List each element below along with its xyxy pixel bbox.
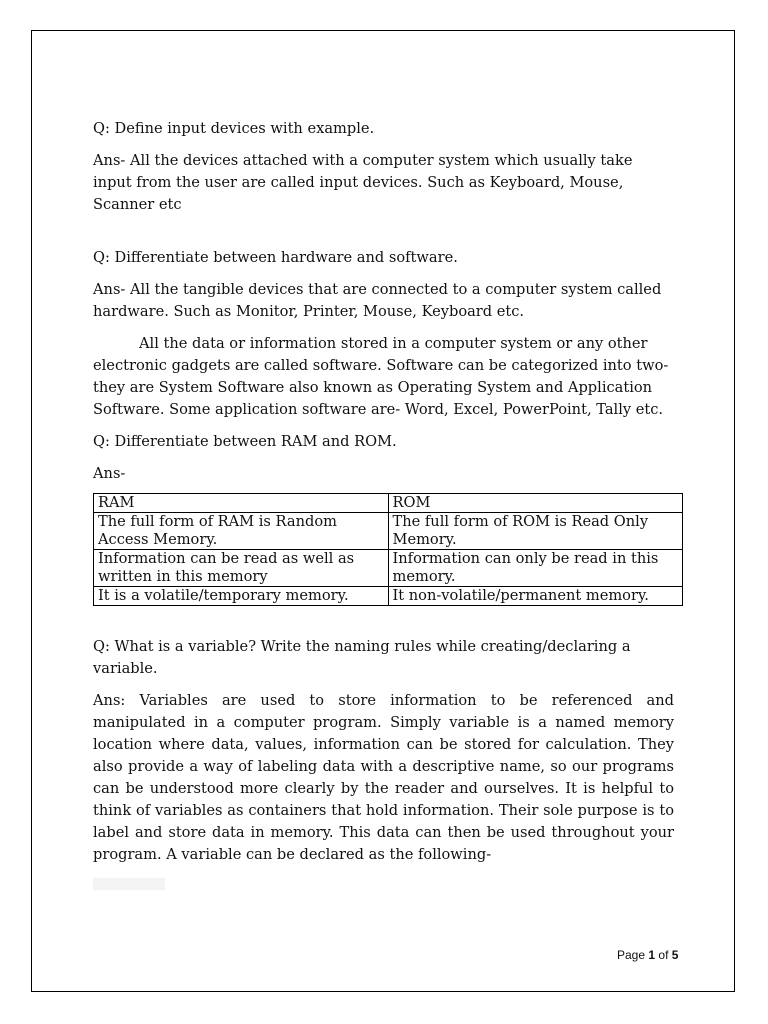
table-row <box>94 587 683 606</box>
answer-hardware: Ans- All the tangible devices that are connected to a computer system called hardware. Such as Monitor, Printer, Mouse, Keyboard etc. <box>93 281 662 320</box>
table-header-row <box>94 494 683 513</box>
question-ram-rom: Q: Differentiate between RAM and ROM. <box>93 433 397 450</box>
footer-total-pages: 5 <box>671 948 679 962</box>
question-input-devices: Q: Define input devices with example. <box>93 120 375 137</box>
page-footer <box>617 948 678 962</box>
blank-placeholder <box>93 878 165 890</box>
document-body <box>93 118 674 890</box>
ram-rom-table <box>93 493 683 606</box>
table-row <box>94 550 683 587</box>
table-cell: The full form of RAM is Random Access Memory. <box>94 513 389 550</box>
footer-of-word: of <box>658 948 669 962</box>
table-cell: Information can be read as well as written in this memory <box>94 550 389 587</box>
table-row <box>94 513 683 550</box>
footer-current-page: 1 <box>648 948 656 962</box>
table-cell: Information can only be read in this memory. <box>388 550 683 587</box>
question-variable: Q: What is a variable? Write the naming rules while creating/declaring a variable. <box>93 638 631 677</box>
table-cell: It non-volatile/permanent memory. <box>388 587 683 606</box>
question-hardware-software: Q: Differentiate between hardware and software. <box>93 249 458 266</box>
table-cell: It is a volatile/temporary memory. <box>94 587 389 606</box>
answer-label-ram-rom: Ans- <box>93 465 126 482</box>
table-cell: The full form of ROM is Read Only Memory. <box>388 513 683 550</box>
table-header-rom: ROM <box>388 494 683 513</box>
answer-software: All the data or information stored in a computer system or any other electronic gadgets are called software. Software can be categorized into two- they are System Software also known as Operating System and Application Software. Some application software are- Word, Excel, PowerPoint, Tally etc. <box>93 335 669 418</box>
answer-input-devices: Ans- All the devices attached with a computer system which usually take input from the user are called input devices. Such as Keyboard, Mouse, Scanner etc <box>93 152 633 213</box>
answer-variable: Ans: Variables are used to store information to be referenced and manipulated in a computer program. Simply variable is a named memory location where data, values, information can be stored for calculation. They also provide a way of labeling data with a descriptive name, so our programs can be understood more clearly by the reader and ourselves. It is helpful to think of variables as containers that hold information. Their sole purpose is to label and store data in memory. This data can then be used throughout your program. A variable can be declared as the following- <box>93 692 674 863</box>
table-header-ram: RAM <box>94 494 389 513</box>
footer-page-word: Page <box>617 948 646 962</box>
